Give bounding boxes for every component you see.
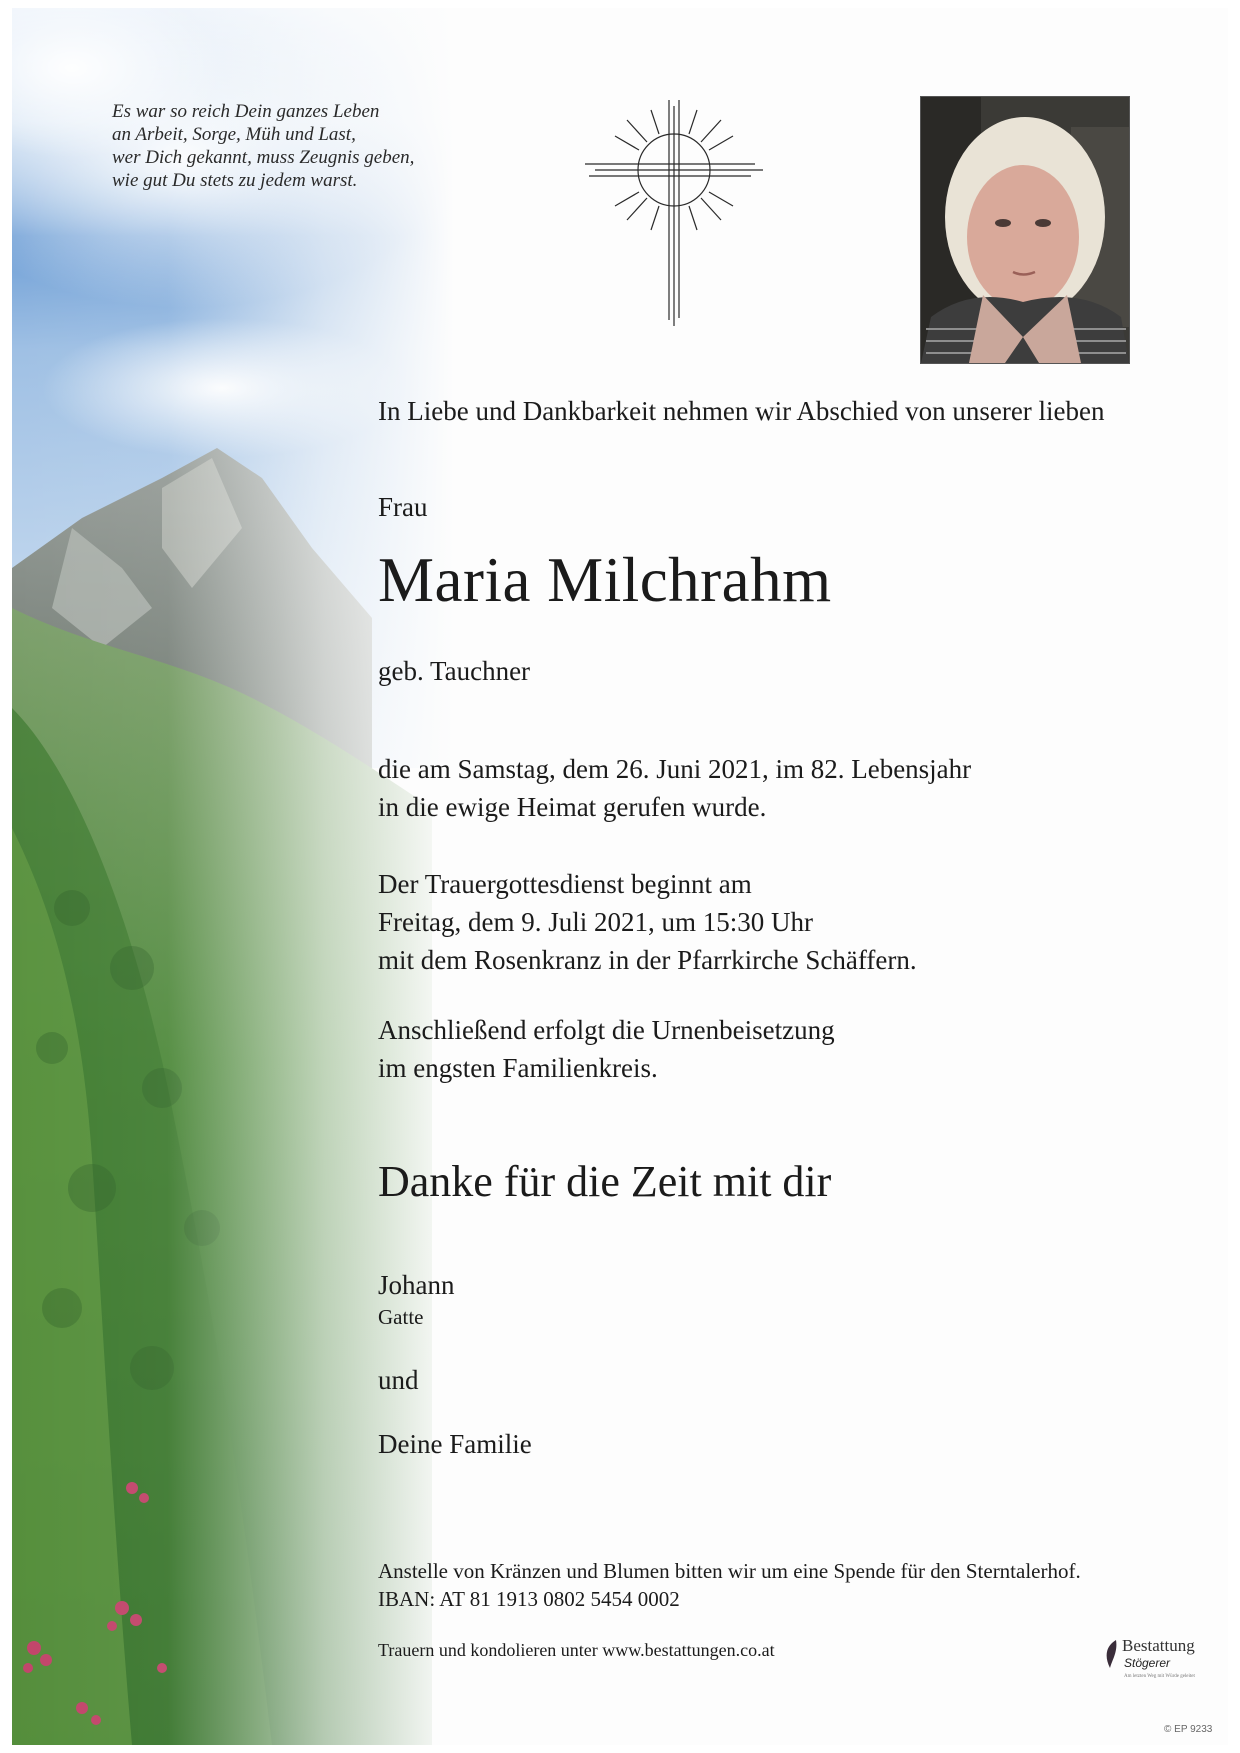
condolence-link: Trauern und kondolieren unter www.bestattungen.co.at (378, 1640, 775, 1660)
service-line: mit dem Rosenkranz in der Pfarrkirche Schäffern. (378, 945, 917, 975)
service-line: Der Trauergottesdienst beginnt am (378, 869, 752, 899)
death-line: in die ewige Heimat gerufen wurde. (378, 792, 767, 822)
donation-line: Anstelle von Kränzen und Blumen bitten wir um eine Spende für den Sterntalerhof. (378, 1559, 1081, 1583)
poem-line: an Arbeit, Sorge, Müh und Last, (112, 124, 356, 145)
burial-line: Anschließend erfolgt die Urnenbeisetzung (378, 1015, 835, 1045)
thanks-heading: Danke für die Zeit mit dir (378, 1157, 832, 1206)
logo-line-2: Stögerer (1124, 1656, 1171, 1670)
feather-icon (1104, 1640, 1120, 1670)
intro-text: In Liebe und Dankbarkeit nehmen wir Abschied von unserer lieben (378, 396, 1105, 426)
portrait-photo (920, 96, 1130, 364)
memorial-poem (112, 100, 452, 192)
birth-name: geb. Tauchner (378, 656, 531, 686)
burial-info (378, 1011, 835, 1087)
obituary-page (12, 8, 1228, 1745)
burial-line: im engsten Familienkreis. (378, 1053, 658, 1083)
logo-tagline: Am letzten Weg mit Würde geleitet (1124, 1674, 1195, 1679)
print-code: © EP 9233 (1164, 1724, 1213, 1735)
donation-note (378, 1557, 1081, 1613)
poem-line: Es war so reich Dein ganzes Leben (112, 101, 380, 122)
iban-line: IBAN: AT 81 1913 0802 5454 0002 (378, 1587, 680, 1611)
service-line: Freitag, dem 9. Juli 2021, um 15:30 Uhr (378, 907, 813, 937)
funeral-home-logo (1104, 1636, 1216, 1688)
service-info (378, 865, 917, 979)
poem-line: wie gut Du stets zu jedem warst. (112, 170, 358, 191)
death-notice (378, 750, 971, 826)
mourner-family: Deine Familie (378, 1429, 532, 1459)
poem-line: wer Dich gekannt, muss Zeugnis geben, (112, 147, 415, 168)
radiant-cross-icon (585, 100, 765, 330)
death-line: die am Samstag, dem 26. Juni 2021, im 82. Lebensjahr (378, 754, 972, 784)
mourner-conjunction: und (378, 1365, 419, 1395)
salutation: Frau (378, 492, 428, 522)
logo-line-1: Bestattung (1122, 1636, 1195, 1655)
mourner-relation: Gatte (378, 1305, 424, 1329)
mourner-name: Johann (378, 1270, 455, 1300)
deceased-name: Maria Milchrahm (378, 545, 832, 615)
